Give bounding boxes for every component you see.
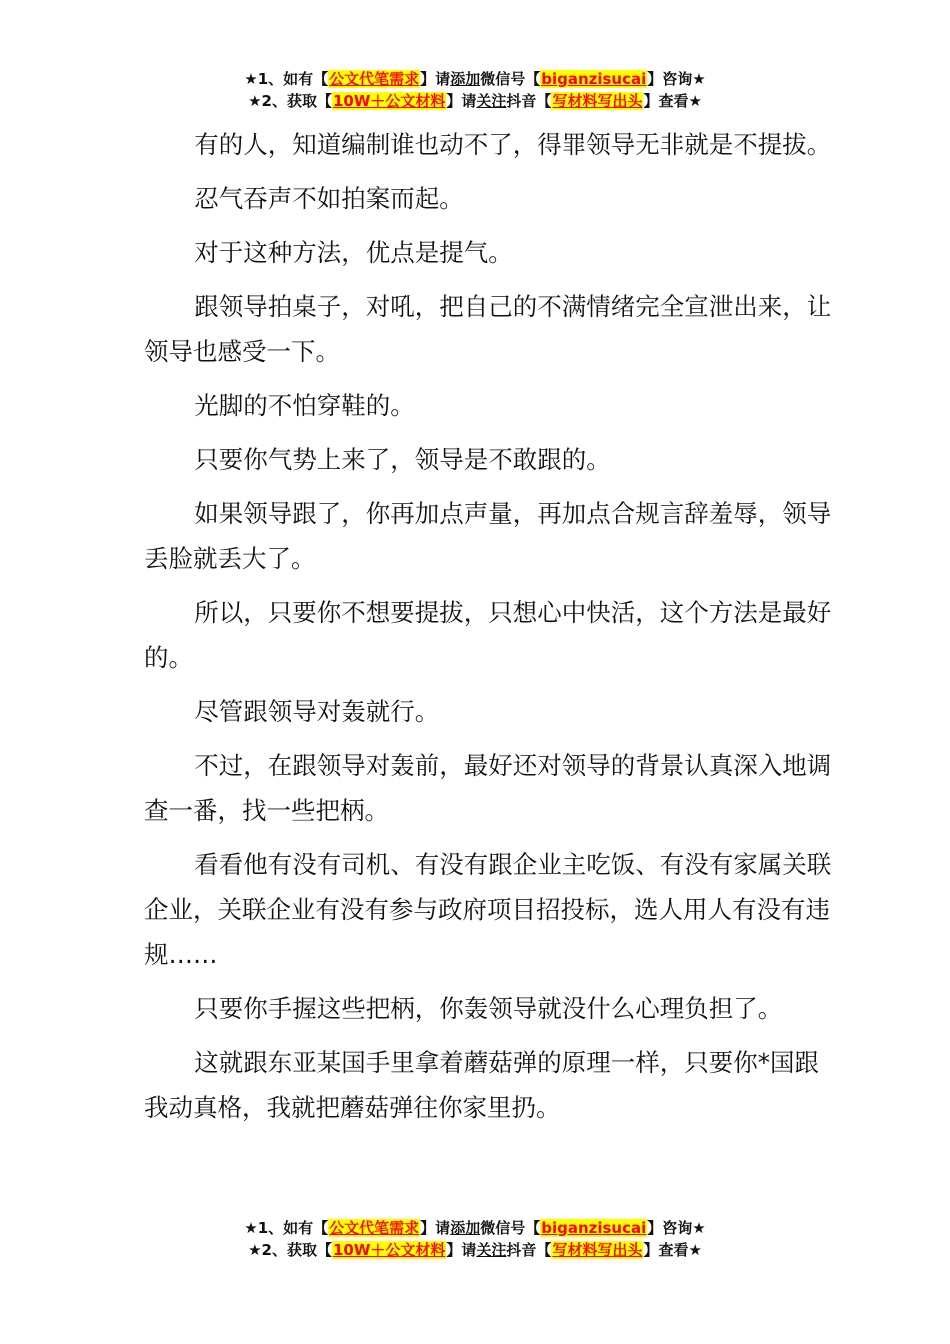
paragraph: 忍气吞声不如拍案而起。: [194, 184, 464, 213]
banner-text: 】查看★: [643, 92, 702, 110]
paragraph: 光脚的不怕穿鞋的。: [194, 391, 415, 420]
banner-underlined-text: 关注: [476, 92, 507, 110]
banner-text: ★1、如有【: [244, 1219, 329, 1237]
highlight-materials-label: 10W＋公文材料: [332, 92, 446, 110]
banner-text: 】请: [420, 70, 451, 88]
highlight-service-label: 公文代笔需求: [329, 1219, 420, 1237]
banner-text: 微信号【: [480, 70, 541, 88]
paragraph: 这就跟东亚某国手里拿着蘑菇弹的原理一样，只要你*国跟我动真格，我就把蘑菇弹往你家里扔。: [144, 1048, 819, 1122]
highlight-service-label: 公文代笔需求: [329, 70, 420, 88]
footer-banner-line-1: [0, 1217, 950, 1239]
header-banner-line-1: [0, 68, 950, 90]
header-banner-line-2: [0, 90, 950, 112]
paragraph: 所以，只要你不想要提拔，只想心中快活，这个方法是最好的。: [144, 598, 832, 672]
banner-text: 】查看★: [643, 1241, 702, 1259]
highlight-wechat-id[interactable]: biganzisucai: [541, 70, 647, 88]
paragraph: 尽管跟领导对轰就行。: [194, 697, 440, 726]
banner-text: 】请: [446, 1241, 477, 1259]
footer-banner-line-2: [0, 1239, 950, 1261]
highlight-wechat-id[interactable]: biganzisucai: [541, 1219, 647, 1237]
banner-text: ★1、如有【: [244, 70, 329, 88]
banner-underlined-text: 添加: [450, 70, 481, 88]
banner-text: 】咨询★: [647, 1219, 706, 1237]
highlight-materials-label: 10W＋公文材料: [332, 1241, 446, 1259]
paragraph: 如果领导跟了，你再加点声量，再加点合规言辞羞辱，领导丢脸就丢大了。: [144, 499, 832, 573]
paragraph: 不过，在跟领导对轰前，最好还对领导的背景认真深入地调查一番，找一些把柄。: [144, 751, 832, 825]
banner-text: 】咨询★: [647, 70, 706, 88]
banner-underlined-text: 添加: [450, 1219, 481, 1237]
banner-text: 微信号【: [480, 1219, 541, 1237]
banner-text: ★2、获取【: [248, 1241, 332, 1259]
paragraph: 看看他有没有司机、有没有跟企业主吃饭、有没有家属关联企业，关联企业有没有参与政府项目招投标，选人用人有没有违规……: [144, 850, 832, 969]
highlight-douyin-account[interactable]: 写材料写出头: [552, 1241, 643, 1259]
paragraph: 只要你气势上来了，领导是不敢跟的。: [194, 445, 611, 474]
paragraph: 有的人，知道编制谁也动不了，得罪领导无非就是不提拔。: [194, 130, 832, 159]
banner-underlined-text: 关注: [476, 1241, 507, 1259]
banner-text: ★2、获取【: [248, 92, 332, 110]
paragraph: 只要你手握这些把柄，你轰领导就没什么心理负担了。: [194, 994, 783, 1023]
banner-text: 抖音【: [506, 1241, 552, 1259]
header-banner: [0, 68, 950, 112]
document-body: [144, 122, 834, 1139]
footer-banner: [0, 1217, 950, 1261]
banner-text: 抖音【: [506, 92, 552, 110]
paragraph: 跟领导拍桌子，对吼，把自己的不满情绪完全宣泄出来，让领导也感受一下。: [144, 292, 832, 366]
paragraph: 对于这种方法，优点是提气。: [194, 238, 513, 267]
highlight-douyin-account[interactable]: 写材料写出头: [552, 92, 643, 110]
banner-text: 】请: [446, 92, 477, 110]
banner-text: 】请: [420, 1219, 451, 1237]
